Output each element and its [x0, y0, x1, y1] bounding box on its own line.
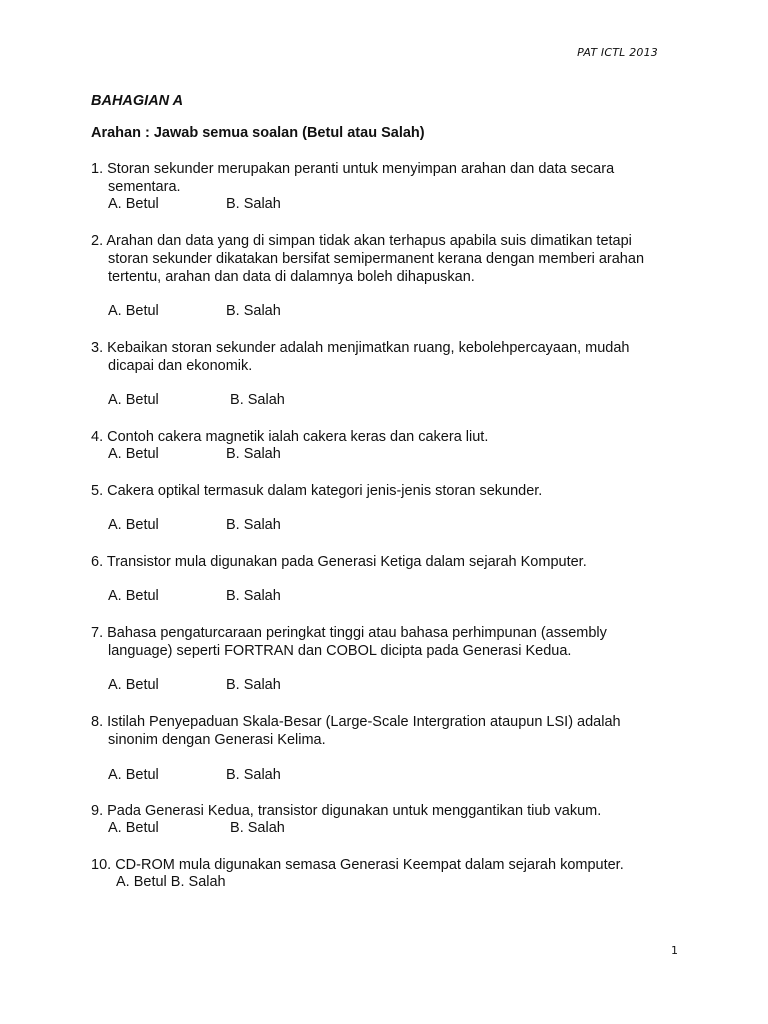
- option-b: B. Salah: [226, 677, 281, 693]
- option-a: A. Betul: [108, 196, 159, 212]
- question-text-line: sementara.: [108, 179, 181, 195]
- question-number: 9.: [91, 803, 104, 819]
- question-text-line: 6. Transistor mula digunakan pada Generasi Ketiga dalam sejarah Komputer.: [91, 554, 587, 570]
- question-number: 3.: [91, 340, 104, 356]
- question-3-options: [108, 392, 285, 408]
- option-a: A. Betul: [108, 677, 159, 693]
- option-a: A. Betul: [108, 303, 159, 319]
- question-5-options: [108, 517, 281, 533]
- option-a: A. Betul: [108, 446, 159, 462]
- question-3: [91, 339, 691, 375]
- question-text-line: 10. CD-ROM mula digunakan semasa Generasi Keempat dalam sejarah komputer.: [91, 857, 624, 873]
- question-1-options: [108, 196, 281, 212]
- question-text-line: dicapai dan ekonomik.: [108, 358, 253, 374]
- question-8-options: [108, 767, 281, 783]
- option-b: B. Salah: [226, 196, 281, 212]
- question-1: [91, 160, 691, 196]
- question-number: 2.: [91, 233, 104, 249]
- question-9: [91, 802, 691, 820]
- question-number: 6.: [91, 554, 104, 570]
- option-a: A. Betul: [108, 517, 159, 533]
- question-text-line: 2. Arahan dan data yang di simpan tidak akan terhapus apabila suis dimatikan tetapi: [91, 233, 632, 249]
- question-2-options: [108, 303, 281, 319]
- question-6: [91, 553, 691, 571]
- question-text-line: 7. Bahasa pengaturcaraan peringkat tinggi atau bahasa perhimpunan (assembly: [91, 625, 607, 641]
- document-reference: PAT ICTL 2013: [577, 46, 658, 59]
- option-b: B. Salah: [226, 446, 281, 462]
- question-number: 7.: [91, 625, 104, 641]
- question-number: 4.: [91, 429, 104, 445]
- question-text-line: language) seperti FORTRAN dan COBOL dicipta pada Generasi Kedua.: [108, 643, 572, 659]
- question-4: [91, 428, 691, 446]
- question-7-options: [108, 677, 281, 693]
- question-number: 10.: [91, 857, 112, 873]
- question-text-line: storan sekunder dikatakan bersifat semipermanent kerana dengan memberi arahan: [108, 251, 645, 267]
- question-text-line: 8. Istilah Penyepaduan Skala-Besar (Large-Scale Intergration ataupun LSI) adalah: [91, 714, 621, 730]
- option-b: B. Salah: [226, 303, 281, 319]
- question-7: [91, 624, 691, 660]
- option-b: B. Salah: [226, 517, 281, 533]
- option-a: A. Betul: [108, 588, 159, 604]
- option-b: B. Salah: [226, 767, 281, 783]
- page-number: 1: [671, 944, 678, 957]
- question-9-options: [108, 820, 285, 836]
- question-text-line: 4. Contoh cakera magnetik ialah cakera keras dan cakera liut.: [91, 429, 489, 445]
- question-10: [91, 856, 691, 874]
- question-number: 1.: [91, 161, 104, 177]
- option-a: A. Betul: [108, 767, 159, 783]
- question-text-line: 9. Pada Generasi Kedua, transistor digunakan untuk menggantikan tiub vakum.: [91, 803, 602, 819]
- question-text-line: tertentu, arahan dan data di dalamnya boleh dihapuskan.: [108, 269, 475, 285]
- option-b: B. Salah: [226, 820, 285, 836]
- option-b: B. Salah: [226, 588, 281, 604]
- question-6-options: [108, 588, 281, 604]
- instruction-text: Arahan : Jawab semua soalan (Betul atau Salah): [91, 125, 425, 141]
- question-text-line: 5. Cakera optikal termasuk dalam kategori jenis-jenis storan sekunder.: [91, 483, 543, 499]
- option-b: B. Salah: [226, 392, 285, 408]
- question-text-line: sinonim dengan Generasi Kelima.: [108, 732, 326, 748]
- question-5: [91, 482, 691, 500]
- option-a: A. Betul: [108, 820, 159, 836]
- question-4-options: [108, 446, 281, 462]
- option-a: A. Betul: [108, 392, 159, 408]
- question-number: 8.: [91, 714, 104, 730]
- question-number: 5.: [91, 483, 104, 499]
- question-text-line: 3. Kebaikan storan sekunder adalah menjimatkan ruang, kebolehpercayaan, mudah: [91, 340, 630, 356]
- question-2: [91, 232, 691, 286]
- question-text-line: 1. Storan sekunder merupakan peranti untuk menyimpan arahan dan data secara: [91, 161, 615, 177]
- section-title: BAHAGIAN A: [91, 93, 184, 109]
- question-10-options: A. Betul B. Salah: [116, 874, 226, 890]
- question-8: [91, 713, 691, 749]
